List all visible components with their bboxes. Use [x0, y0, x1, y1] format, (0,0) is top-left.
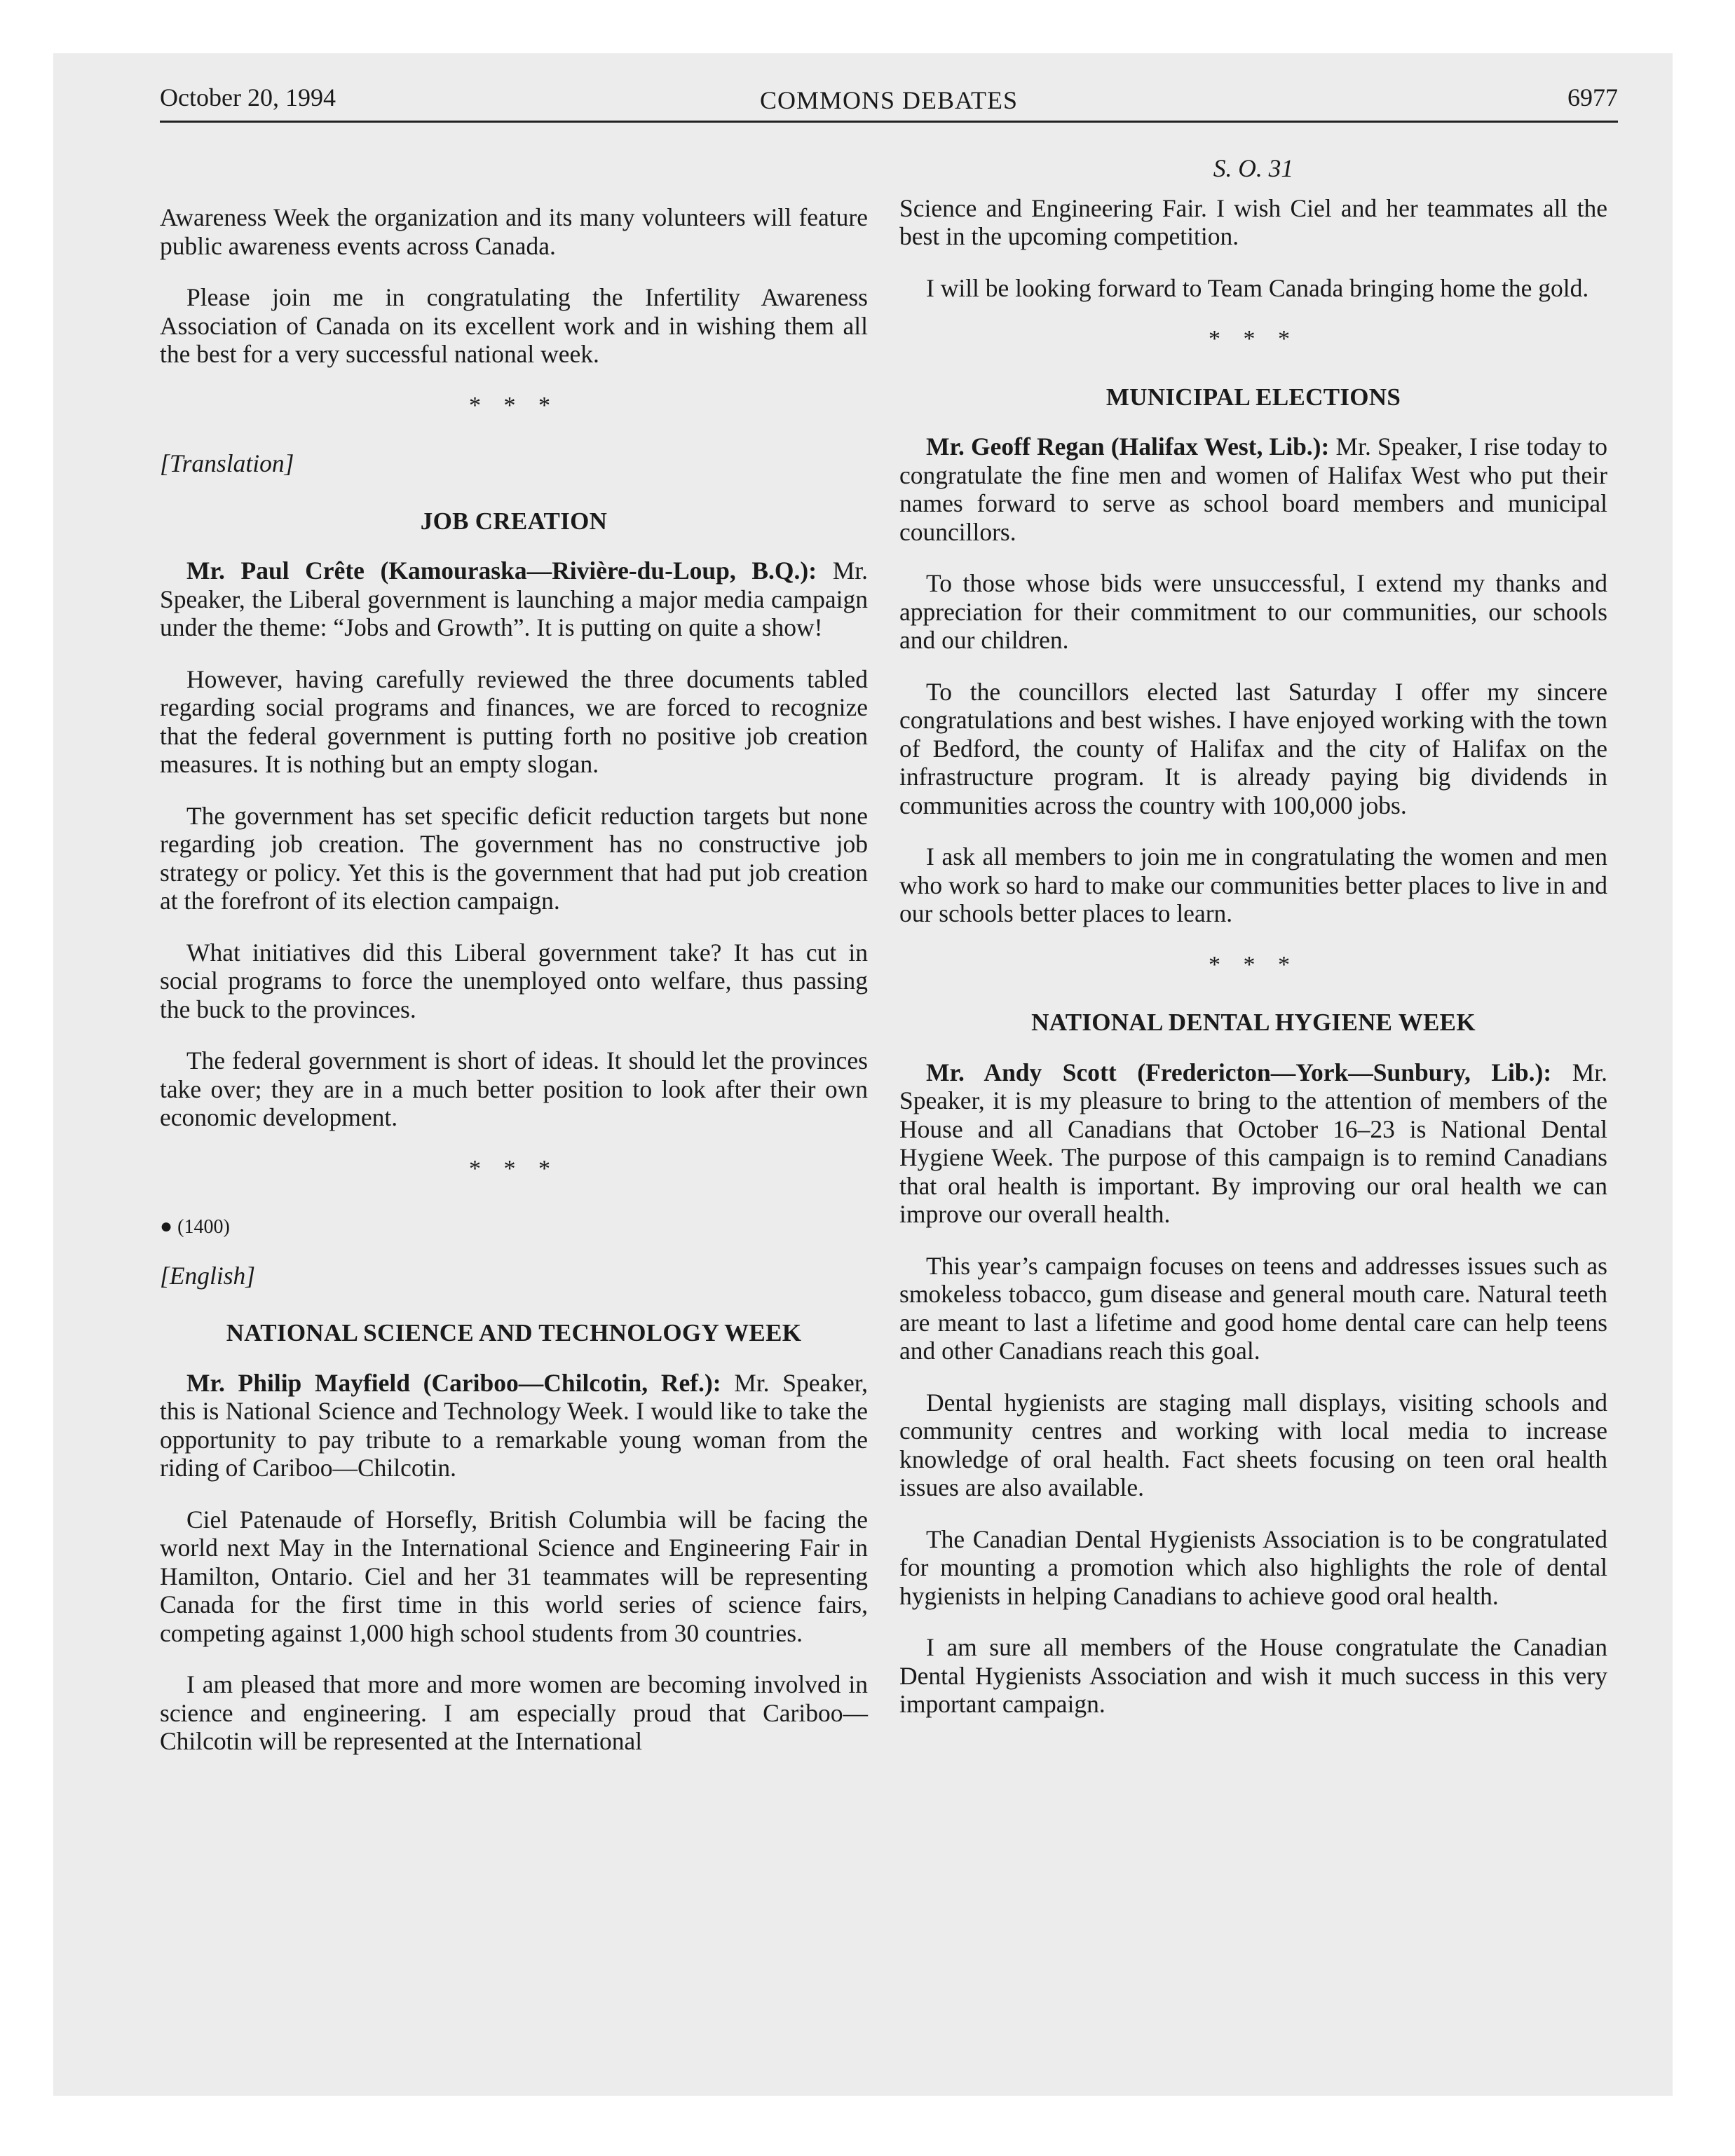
paragraph: The federal government is short of ideas. It should let the provinces take over; they are in a much better position to look after their own economic development. — [160, 1046, 868, 1131]
english-tag: [English] — [160, 1261, 256, 1290]
section-separator: * * * — [1209, 951, 1298, 978]
paragraph: Mr. Speaker, the Liberal government is launching a major media campaign under the theme: “Jobs and Growth”. It is putting on quite a show! — [160, 557, 868, 641]
standing-order-label: S. O. 31 — [1213, 154, 1294, 182]
paragraph: The government has set specific deficit reduction targets but none regarding job creation. The government has no constructive job strategy or policy. Yet this is the government that had put job creation at the forefront of its election campaign. — [160, 801, 868, 915]
bullet-icon: ● — [160, 1215, 173, 1238]
paragraph: I am sure all members of the House congratulate the Canadian Dental Hygienists Association and wish it much success in this very important campaign. — [899, 1633, 1607, 1718]
paragraph: I am pleased that more and more women are becoming involved in science and engineering. I am especially proud that Cariboo—Chilcotin will be represented at the International — [160, 1670, 868, 1755]
paragraph: Mr. Speaker, this is National Science and Technology Week. I would like to take the opportunity to pay tribute to a remarkable young woman from the riding of Cariboo—Chilcotin. — [160, 1368, 869, 1482]
paragraph: Mr. Speaker, it is my pleasure to bring to the attention of members of the House and all Canadians that October 16–23 is National Dental Hygiene Week. The purpose of this campaign is to remind Canadians that oral health is important. By improving our oral health we can improve our overall health. — [899, 1058, 1608, 1228]
paragraph: However, having carefully reviewed the three documents tabled regarding social programs and finances, we are forced to recognize that the federal government is putting forth no positive job creation measures. It is nothing but an empty slogan. — [160, 664, 868, 778]
paragraph: Mr. Speaker, I rise today to congratulate the fine men and women of Halifax West who put their names forward to serve as school board members and municipal councillors. — [899, 432, 1608, 546]
right-column — [899, 154, 1607, 1719]
paragraph: To those whose bids were unsuccessful, I extend my thanks and appreciation for their commitment to our communities, our schools and our children. — [899, 569, 1607, 654]
section-heading-job-creation: JOB CREATION — [420, 507, 608, 535]
speaker-name: Mr. Philip Mayfield (Cariboo—Chilcotin, Ref.): — [186, 1368, 721, 1397]
translation-tag: [Translation] — [160, 449, 294, 477]
paragraph: Ciel Patenaude of Horsefly, British Columbia will be facing the world next May in the International Science and Engineering Fair in Hamilton, Ontario. Ciel and her 31 teammates will be representing Canada for the first time in this world series of science fairs, competing against 1,000 high school students from 30 countries. — [160, 1505, 868, 1647]
time-marker — [160, 1213, 868, 1242]
header-rule — [160, 121, 1618, 123]
section-heading-dental-hygiene-week: NATIONAL DENTAL HYGIENE WEEK — [1031, 1009, 1476, 1036]
speaker-name: Mr. Andy Scott (Fredericton—York—Sunbury, Lib.): — [926, 1058, 1552, 1086]
paragraph: I will be looking forward to Team Canada bringing home the gold. — [926, 273, 1589, 302]
section-separator: * * * — [469, 1155, 559, 1182]
section-heading-municipal-elections: MUNICIPAL ELECTIONS — [1105, 383, 1401, 411]
speaker-name: Mr. Geoff Regan (Halifax West, Lib.): — [926, 432, 1330, 460]
left-column — [160, 154, 868, 1756]
paragraph: The Canadian Dental Hygienists Association is to be congratulated for mounting a promotion which also highlights the role of dental hygienists in helping Canadians to achieve good oral health. — [899, 1524, 1607, 1610]
paragraph: Science and Engineering Fair. I wish Ciel and her teammates all the best in the upcoming competition. — [899, 193, 1607, 250]
page-number: 6977 — [1567, 83, 1618, 111]
section-separator: * * * — [469, 392, 559, 418]
page-header — [160, 79, 1618, 121]
paragraph: What initiatives did this Liberal government take? It has cut in social programs to force the unemployed onto welfare, thus passing the buck to the provinces. — [160, 938, 868, 1023]
paragraph: To the councillors elected last Saturday I offer my sincere congratulations and best wishes. I have enjoyed working with the town of Bedford, the county of Halifax and the city of Halifax on the infrastructure program. It is already paying big dividends in communities across the country with 100,000 jobs. — [899, 677, 1607, 819]
header-title: COMMONS DEBATES — [759, 86, 1019, 114]
paragraph: Please join me in congratulating the Infertility Awareness Association of Canada on its excellent work and in wishing them all the best for a very successful national week. — [160, 283, 868, 368]
time-stamp: (1400) — [177, 1216, 230, 1238]
paragraph: Dental hygienists are staging mall displays, visiting schools and community centres and working with local media to increase knowledge of oral health. Fact sheets focusing on teen oral health issues are also available. — [899, 1388, 1607, 1501]
header-date: October 20, 1994 — [160, 83, 336, 111]
paragraph: Awareness Week the organization and its many volunteers will feature public awareness events across Canada. — [160, 203, 868, 260]
section-heading-science-week: NATIONAL SCIENCE AND TECHNOLOGY WEEK — [226, 1319, 802, 1346]
speaker-name: Mr. Paul Crête (Kamouraska—Rivière-du-Loup, B.Q.): — [186, 557, 817, 585]
paragraph: I ask all members to join me in congratulating the women and men who work so hard to make our communities better places to live in and our schools better places to learn. — [899, 842, 1607, 927]
paragraph: This year’s campaign focuses on teens and addresses issues such as smokeless tobacco, gum disease and general mouth care. Natural teeth are meant to last a lifetime and good home dental care can help teens and other Canadians reach this goal. — [899, 1251, 1607, 1365]
section-separator: * * * — [1209, 326, 1298, 352]
